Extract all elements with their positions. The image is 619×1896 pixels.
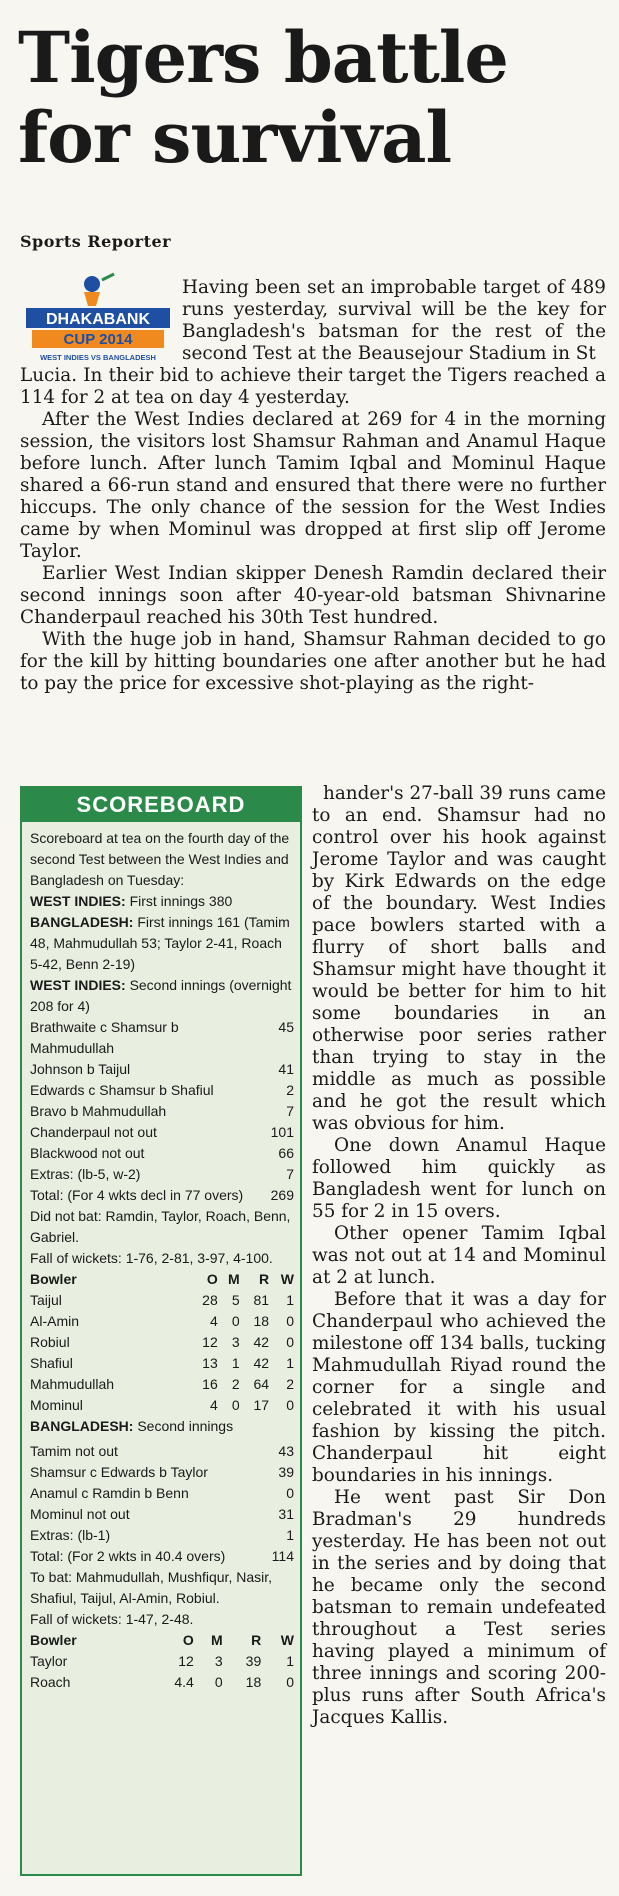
bowling-row xyxy=(30,1395,294,1416)
overs: 4 xyxy=(209,1397,218,1413)
wi-did-not-bat: Did not bat: Ramdin, Taylor, Roach, Benn, Gabriel. xyxy=(30,1208,291,1245)
runs: 0 xyxy=(286,1485,294,1501)
bowling-row xyxy=(30,1290,294,1311)
paragraph-4-start: With the huge job in hand, Shamsur Rahman decided to go for the kill by hitting boundaries one after another but he had to pay the price for excessive shot-playing as the right- xyxy=(20,629,606,694)
batsman: Chanderpaul not out xyxy=(30,1124,157,1140)
batting-row xyxy=(30,1483,294,1504)
team-label: WEST INDIES: xyxy=(30,977,126,993)
batsman: Extras: (lb-5, w-2) xyxy=(30,1166,141,1182)
runs: 39 xyxy=(278,1464,294,1480)
wi-first-innings xyxy=(30,891,294,912)
batsman: Total: (For 4 wkts decl in 77 overs) xyxy=(30,1187,244,1203)
runs: 81 xyxy=(253,1292,270,1308)
paragraph-4-tail: hander's 27-ball 39 runs came xyxy=(323,783,606,804)
ban-second-innings xyxy=(30,1416,294,1437)
overs: 12 xyxy=(178,1653,194,1669)
logo-text-2: CUP 2014 xyxy=(63,331,133,348)
maidens: 3 xyxy=(231,1334,240,1350)
col-overs: O xyxy=(206,1271,218,1287)
overs: 4.4 xyxy=(174,1674,194,1690)
overs: 16 xyxy=(202,1376,218,1392)
bowling-header-row xyxy=(30,1630,294,1651)
wickets: 0 xyxy=(286,1397,294,1413)
batting-row xyxy=(30,1017,294,1059)
paragraph-5: One down Anamul Haque followed him quickly as Bangladesh went for lunch on 55 for 2 in 15 overs. xyxy=(312,1135,606,1222)
team-label: WEST INDIES: xyxy=(30,893,126,909)
bowler-name: Taijul xyxy=(30,1292,62,1308)
intro-wrapped-text xyxy=(182,277,606,365)
batting-row xyxy=(30,1143,294,1164)
wickets: 0 xyxy=(286,1313,294,1329)
runs: 64 xyxy=(253,1376,270,1392)
innings-text: Second innings xyxy=(137,1418,234,1434)
batsman: Johnson b Taijul xyxy=(30,1061,131,1077)
col-maidens: M xyxy=(211,1632,223,1648)
batting-row xyxy=(30,1525,294,1546)
wickets: 1 xyxy=(286,1653,294,1669)
maidens: 0 xyxy=(231,1397,240,1413)
paragraph-6: Other opener Tamim Iqbal was not out at 14 and Mominul at 2 at lunch. xyxy=(312,1223,606,1288)
logo-text-1: DHAKABANK xyxy=(46,311,150,328)
overs: 4 xyxy=(209,1313,218,1329)
runs: 43 xyxy=(278,1443,294,1459)
logo-graphic xyxy=(22,272,174,364)
col-wickets: W xyxy=(280,1632,294,1648)
bowling-row xyxy=(30,1672,294,1693)
innings-text: First innings 161 (Tamim 48, Mahmudullah 53; Taylor 2-41, Roach 5-42, Benn 2-19) xyxy=(30,914,290,972)
runs: 7 xyxy=(286,1166,294,1182)
runs: 114 xyxy=(271,1548,294,1564)
batting-row xyxy=(30,1504,294,1525)
wi-batting-list xyxy=(30,1017,294,1206)
bowler-name: Robiul xyxy=(30,1334,70,1350)
batting-row xyxy=(30,1080,294,1101)
batting-row xyxy=(30,1059,294,1080)
batsman: Shamsur c Edwards b Taylor xyxy=(30,1464,208,1480)
batting-row xyxy=(30,1101,294,1122)
col-wickets: W xyxy=(280,1271,294,1287)
batsman: Total: (For 2 wkts in 40.4 overs) xyxy=(30,1548,226,1564)
dhaka-bank-cup-logo xyxy=(22,272,174,364)
wi-fall-of-wickets: Fall of wickets: 1-76, 2-81, 3-97, 4-100. xyxy=(30,1250,273,1266)
maidens: 5 xyxy=(231,1292,240,1308)
ban-fall-of-wickets: Fall of wickets: 1-47, 2-48. xyxy=(30,1611,194,1627)
bowling-row xyxy=(30,1651,294,1672)
runs: 42 xyxy=(253,1334,270,1350)
batting-row xyxy=(30,1185,294,1206)
bowler-name: Mahmudullah xyxy=(30,1376,115,1392)
runs: 39 xyxy=(245,1653,262,1669)
batting-row xyxy=(30,1441,294,1462)
byline: Sports Reporter xyxy=(20,232,172,251)
overs: 13 xyxy=(202,1355,218,1371)
runs: 66 xyxy=(278,1145,294,1161)
runs: 31 xyxy=(278,1506,294,1522)
batting-row xyxy=(30,1462,294,1483)
wickets: 0 xyxy=(286,1674,294,1690)
maidens: 2 xyxy=(231,1376,240,1392)
bowler-name: Taylor xyxy=(30,1653,68,1669)
team-label: BANGLADESH: xyxy=(30,1418,134,1434)
batsman: Bravo b Mahmudullah xyxy=(30,1103,167,1119)
runs: 45 xyxy=(278,1019,294,1035)
bowling-row xyxy=(30,1311,294,1332)
wickets: 2 xyxy=(286,1376,294,1392)
batting-row xyxy=(30,1164,294,1185)
ban-bowling-table xyxy=(30,1269,294,1416)
paragraph-3: Earlier West Indian skipper Denesh Ramdin declared their second innings soon after 40-year-old batsman Shivnarine Chanderpaul reached his 30th Test hundred. xyxy=(20,563,606,628)
col-runs: R xyxy=(258,1271,270,1287)
ban-batting-list xyxy=(30,1441,294,1567)
ban-to-bat: To bat: Mahmudullah, Mushfiqur, Nasir, Shafiul, Taijul, Al-Amin, Robiul. xyxy=(30,1569,273,1606)
overs: 12 xyxy=(202,1334,218,1350)
bowling-row xyxy=(30,1353,294,1374)
scoreboard-intro: Scoreboard at tea on the fourth day of the second Test between the West Indies and Bangladesh on Tuesday: xyxy=(30,830,290,888)
wickets: 1 xyxy=(286,1355,294,1371)
maidens: 3 xyxy=(214,1653,223,1669)
cricketer-figure-icon xyxy=(84,276,100,292)
batting-row xyxy=(30,1122,294,1143)
article-top-block xyxy=(20,365,606,695)
runs: 18 xyxy=(253,1313,270,1329)
col-bowler: Bowler xyxy=(30,1271,77,1287)
wickets: 1 xyxy=(286,1292,294,1308)
paragraph-8: He went past Sir Don Bradman's 29 hundreds yesterday. He has been not out in the series and by doing that he became only the second batsman to remain undefeated throughout a Test series having played a minimum of three innings and scoring 200-plus runs after South Africa's Jacques Kallis. xyxy=(312,1487,606,1728)
bowling-row xyxy=(30,1374,294,1395)
col-maidens: M xyxy=(228,1271,240,1287)
bowler-name: Shafiul xyxy=(30,1355,73,1371)
runs: 1 xyxy=(286,1527,294,1543)
scoreboard-box xyxy=(20,786,302,1876)
maidens: 1 xyxy=(231,1355,240,1371)
maidens: 0 xyxy=(231,1313,240,1329)
runs: 269 xyxy=(270,1187,294,1203)
headline: Tigers battle for survival xyxy=(18,16,508,179)
batsman: Tamim not out xyxy=(30,1443,118,1459)
overs: 28 xyxy=(202,1292,218,1308)
innings-text: First innings 380 xyxy=(129,893,233,909)
runs: 18 xyxy=(245,1674,262,1690)
bowler-name: Al-Amin xyxy=(30,1313,80,1329)
batsman: Mominul not out xyxy=(30,1506,130,1522)
paragraph-2: After the West Indies declared at 269 for 4 in the morning session, the visitors lost Shamsur Rahman and Anamul Haque before lunch. After lunch Tamim Iqbal and Mominul Haque shared a 66-run stand and ensured that there were no further hiccups. The only chance of the session for the West Indies came by when Mominul was dropped at first slip off Jerome Taylor. xyxy=(20,409,606,562)
innings-text: Second innings (overnight 208 for 4) xyxy=(30,977,292,1014)
batsman: Edwards c Shamsur b Shafiul xyxy=(30,1082,214,1098)
batting-row xyxy=(30,1546,294,1567)
runs: 101 xyxy=(270,1124,294,1140)
bowler-name: Mominul xyxy=(30,1397,83,1413)
col-bowler: Bowler xyxy=(30,1632,77,1648)
col-runs: R xyxy=(251,1632,262,1648)
wi-bowling-table xyxy=(30,1630,294,1693)
ban-first-innings xyxy=(30,912,294,975)
paragraph-intro-wrapped: Having been set an improbable target of 489 runs yesterday, survival will be the key for Bangladesh's batsman for the rest of the second Test at the Beausejour Stadium in St xyxy=(182,277,606,364)
paragraph-7: Before that it was a day for Chanderpaul who achieved the milestone off 134 balls, tucking Mahmudullah Riyad round the corner for a single and celebrated it with his usual fashion by kissing the pitch. Chanderpaul hit eight boundaries in his innings. xyxy=(312,1289,606,1486)
paragraph-4-end: to an end. Shamsur had no control over his hook against Jerome Taylor and was caught by Kirk Edwards on the edge of the boundary. West Indies pace bowlers started with a flurry of short balls and Shamsur might have thought it would be better for him to hit some boundaries in an otherwise poor series rather than trying to stay in the middle as much as possible and he got the result which was obvious for him. xyxy=(312,805,606,1134)
runs: 41 xyxy=(278,1061,294,1077)
bowler-name: Roach xyxy=(30,1674,71,1690)
runs: 17 xyxy=(253,1397,270,1413)
batsman: Blackwood not out xyxy=(30,1145,145,1161)
runs: 7 xyxy=(286,1103,294,1119)
paragraph-intro-continued: Lucia. In their bid to achieve their target the Tigers reached a 114 for 2 at tea on day 4 yesterday. xyxy=(20,365,606,408)
scoreboard-title: SCOREBOARD xyxy=(22,788,300,822)
wi-second-innings xyxy=(30,975,294,1017)
runs: 2 xyxy=(286,1082,294,1098)
runs: 42 xyxy=(253,1355,270,1371)
wickets: 0 xyxy=(286,1334,294,1350)
col-overs: O xyxy=(182,1632,194,1648)
article-right-column xyxy=(312,805,606,1729)
logo-text-3: WEST INDIES VS BANGLADESH xyxy=(40,353,156,362)
team-label: BANGLADESH: xyxy=(30,914,134,930)
batsman: Extras: (lb-1) xyxy=(30,1527,111,1543)
bowling-header-row xyxy=(30,1269,294,1290)
maidens: 0 xyxy=(214,1674,223,1690)
batsman: Anamul c Ramdin b Benn xyxy=(30,1485,189,1501)
batsman: Brathwaite c Shamsur b Mahmudullah xyxy=(30,1019,179,1056)
bowling-row xyxy=(30,1332,294,1353)
